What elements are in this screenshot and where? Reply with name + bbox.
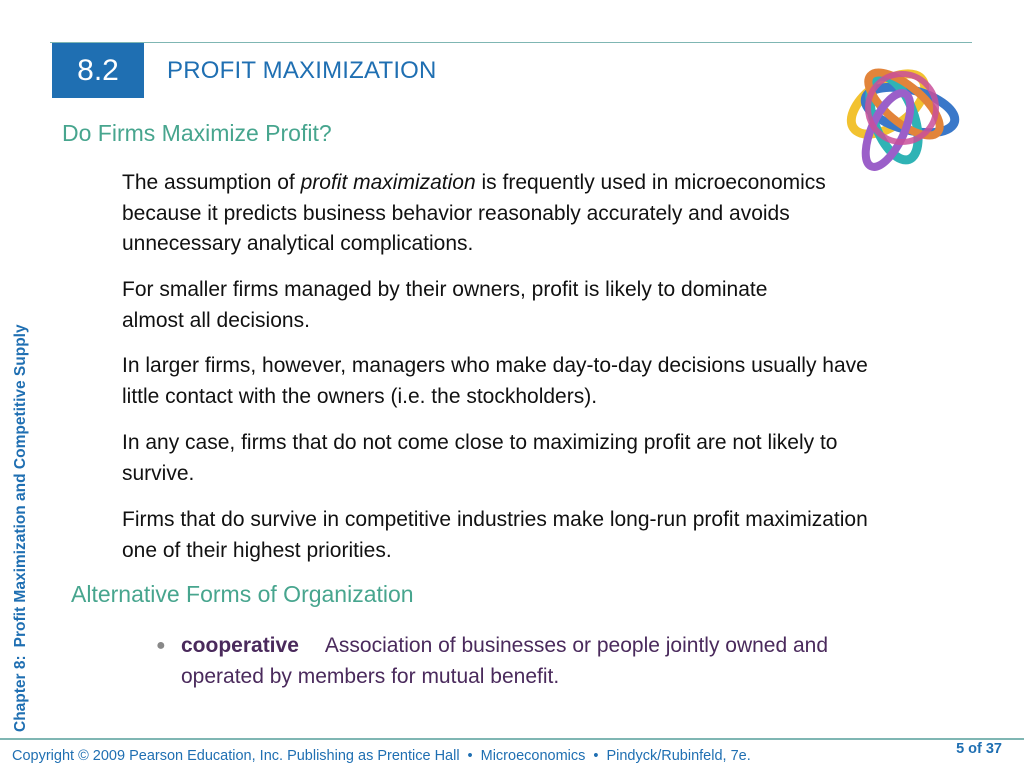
definition-term: cooperative [181,634,299,657]
emphasis-profit-maximization: profit maximization [300,171,476,194]
paragraph-larger-firms: In larger firms, however, managers who make day-to-day decisions usually have little contact with the owners (i.e. the stockholders). [122,354,868,408]
book-title: Microeconomics [480,748,586,764]
chapter-sidebar [7,192,35,732]
list-item [156,630,856,692]
authors: Pindyck/Rubinfeld, 7e. [606,748,751,764]
copyright-text: Copyright © 2009 Pearson Education, Inc. Publishing as Prentice Hall [12,748,460,764]
paragraph-any-case: In any case, firms that do not come close to maximizing profit are not likely to survive. [122,431,838,485]
footer [12,748,751,764]
paragraph-text: The assumption of [122,171,301,194]
chapter-title: Profit Maximization and Competitive Supply [12,324,29,648]
bullet-icon: ● [156,637,166,654]
heading-do-firms-maximize-profit: Do Firms Maximize Profit? [62,120,332,146]
paragraph-text: is frequently used in microeconomics because it predicts business behavior reasonably accurately and avoids unnecessary analytical complications. [122,171,826,255]
section-number-badge: 8.2 [52,43,144,98]
paragraph-smaller-firms: For smaller firms managed by their owners, profit is likely to dominate almost all decisions. [122,278,768,332]
paragraph-assumption [122,168,882,260]
paragraph-survivors: Firms that do survive in competitive industries make long-run profit maximization one of their highest priorities. [122,508,868,562]
interlocking-rings-icon [828,44,974,178]
chapter-label: Chapter 8: [12,655,29,732]
header-rule [50,42,972,43]
footer-rule [0,738,1024,740]
page-number: 5 of 37 [956,741,1002,757]
footer-separator: • [593,748,599,764]
heading-alternative-forms: Alternative Forms of Organization [71,581,414,607]
footer-separator: • [467,748,473,764]
section-title: PROFIT MAXIMIZATION [167,57,437,84]
definition-text: Association of businesses or people jointly owned and operated by members for mutual benefit. [181,634,829,688]
